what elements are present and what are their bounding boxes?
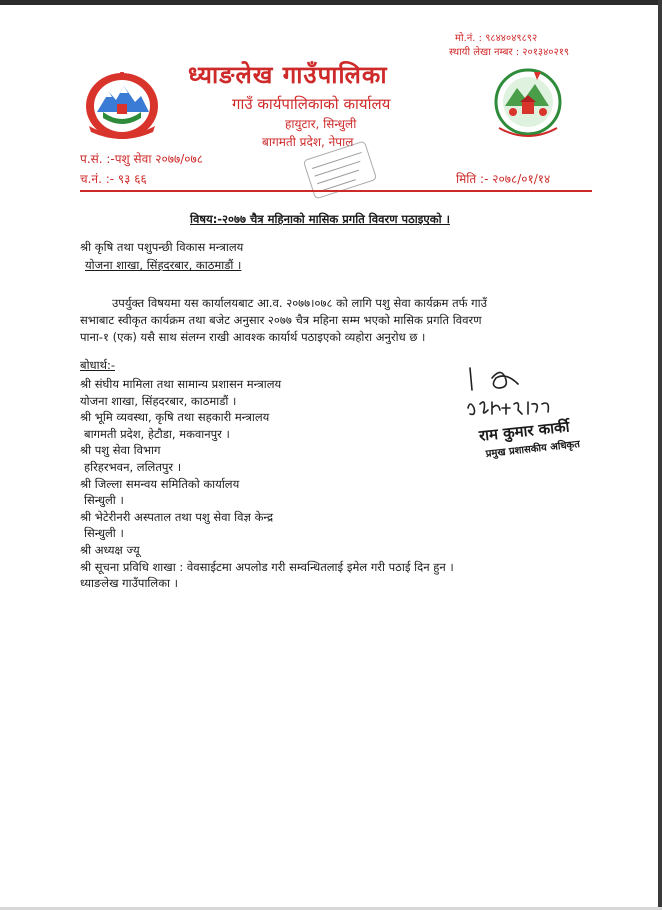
cc-line: सिन्धुली । — [84, 493, 124, 508]
cc-heading: बोधार्थ:- — [80, 358, 115, 372]
letter-date: मिति :- २०७८/०१/१४ — [456, 172, 551, 186]
cc-line: ध्याङलेख गाउँपालिका । — [80, 576, 179, 591]
cc-line: श्री भूमि व्यवस्था, कृषि तथा सहकारी मन्त्रालय — [80, 410, 270, 425]
scan-right-edge — [658, 0, 662, 910]
office-name: गाउँ कार्यपालिकाको कार्यालय — [232, 95, 391, 113]
handwritten-signature-icon — [462, 364, 558, 426]
dispatch-number: च.नं. :- ९३ ६६ — [80, 172, 147, 186]
header-divider — [80, 190, 592, 192]
cc-line: श्री पशु सेवा विभाग — [80, 443, 161, 458]
cc-line: श्री संघीय मामिला तथा सामान्य प्रशासन मन्त्रालय — [80, 377, 282, 391]
permanent-account-number: स्थायी लेखा नम्बर : २०१३४०२१९ — [449, 47, 570, 58]
recipient-line-2: योजना शाखा, सिंहदरबार, काठमाडौं । — [85, 258, 242, 272]
address-line-2: बागमती प्रदेश, नेपाल — [262, 135, 354, 149]
address-line-1: हायुटार, सिन्धुली — [285, 117, 357, 131]
cc-line: श्री भेटेरीनरी अस्पताल तथा पशु सेवा विज्ञ केन्द्र — [80, 509, 274, 524]
body-line-1: उपर्युक्त विषयमा यस कार्यालयबाट आ.व. २०७७।०७८ को लागि पशु सेवा कार्यक्रम तर्फ गाउँ — [112, 296, 487, 310]
letter-body — [80, 295, 590, 346]
cc-list — [80, 376, 454, 592]
body-line-3: पाना-१ (एक) यसै साथ संलग्न राखी आवश्क कार्यार्थ पठाइएको व्यहोरा अनुरोध छ । — [80, 330, 426, 344]
cc-line: सिन्धुली । — [84, 526, 124, 541]
letter-subject: विषय:-२०७७ चैत्र महिनाको मासिक प्रगति विवरण पठाइएको । — [190, 212, 450, 226]
nepal-emblem-icon — [83, 66, 161, 142]
signatory-name: राम कुमार कार्की — [478, 417, 571, 445]
scan-top-edge — [0, 0, 662, 5]
cc-line: श्री अध्यक्ष ज्यू — [80, 542, 140, 557]
body-line-2: सभाबाट स्वीकृत कार्यक्रम तथा बजेट अनुसार २०७७ चैत्र महिना सम्म भएको मासिक प्रगति विवरण — [80, 313, 482, 327]
organization-name: ध्याङलेख गाउँपालिका — [188, 61, 388, 89]
cc-line: बागमती प्रदेश, हेटौडा, मकवानपुर । — [84, 426, 230, 441]
letter-number: प.सं. :-पशु सेवा २०७७/०७८ — [80, 152, 203, 166]
cc-line: श्री सूचना प्रविधि शाखा : वेवसाईटमा अपलोड गरी सम्वन्धितलाई इमेल गरी पठाई दिन हुन । — [80, 559, 454, 574]
reference-number: मो.नं. : ९८४४०४९८९२ — [455, 33, 538, 44]
municipality-logo-icon — [489, 66, 567, 142]
cc-line: हरिहरभवन, ललितपुर । — [84, 459, 182, 474]
cc-line: योजना शाखा, सिंहदरबार, काठमाडौं । — [80, 393, 237, 408]
recipient-line-1: श्री कृषि तथा पशुपन्छी विकास मन्त्रालय — [80, 240, 244, 254]
cc-line: श्री जिल्ला समन्वय समितिको कार्यालय — [80, 476, 240, 491]
signatory-title: प्रमुख प्रशासकीय अधिकृत — [485, 439, 581, 460]
